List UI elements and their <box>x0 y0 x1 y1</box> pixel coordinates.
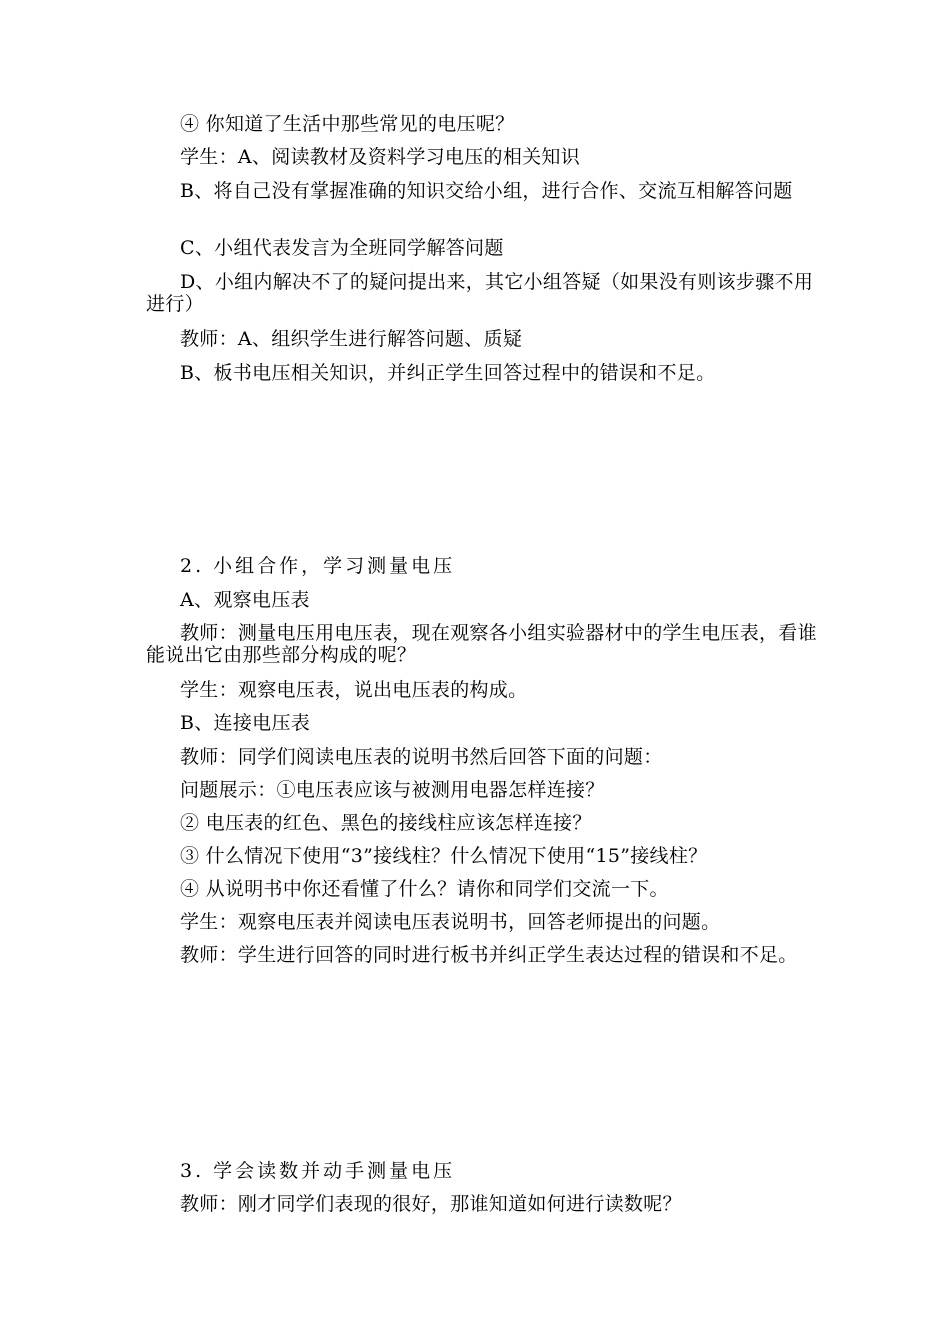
paragraph: 学生：观察电压表，说出电压表的构成。 <box>180 679 528 701</box>
paragraph: ③ 什么情况下使用“3”接线柱？什么情况下使用“15”接线柱？ <box>180 845 708 867</box>
paragraph: 教师：学生进行回答的同时进行板书并纠正学生表达过程的错误和不足。 <box>180 944 798 966</box>
section-heading: 2. 小组合作，学习测量电压 <box>180 555 456 577</box>
paragraph: B、连接电压表 <box>180 712 311 734</box>
paragraph: B、将自己没有掌握准确的知识交给小组，进行合作、交流互相解答问题 <box>180 180 793 202</box>
paragraph: ② 电压表的红色、黑色的接线柱应该怎样连接？ <box>180 812 592 834</box>
paragraph: 学生：A、阅读教材及资料学习电压的相关知识 <box>180 146 581 168</box>
paragraph: 教师：同学们阅读电压表的说明书然后回答下面的问题： <box>180 746 663 768</box>
paragraph: 教师：刚才同学们表现的很好，那谁知道如何进行读数呢？ <box>180 1193 682 1215</box>
paragraph: ④ 你知道了生活中那些常见的电压呢？ <box>180 113 515 135</box>
paragraph: A、观察电压表 <box>180 589 310 611</box>
paragraph: D、小组内解决不了的疑问提出来，其它小组答疑（如果没有则该步骤不用进行） <box>146 271 814 315</box>
paragraph: C、小组代表发言为全班同学解答问题 <box>180 237 504 259</box>
paragraph: ④ 从说明书中你还看懂了什么？请你和同学们交流一下。 <box>180 878 669 900</box>
paragraph: 学生：观察电压表并阅读电压表说明书，回答老师提出的问题。 <box>180 911 721 933</box>
paragraph: 教师：A、组织学生进行解答问题、质疑 <box>180 328 523 350</box>
paragraph: 教师：测量电压用电压表，现在观察各小组实验器材中的学生电压表，看谁能说出它由那些部分构成的呢？ <box>146 622 817 666</box>
paragraph: 问题展示：①电压表应该与被测用电器怎样连接？ <box>180 779 605 801</box>
paragraph: B、板书电压相关知识，并纠正学生回答过程中的错误和不足。 <box>180 362 716 384</box>
section-heading: 3. 学会读数并动手测量电压 <box>180 1160 456 1182</box>
